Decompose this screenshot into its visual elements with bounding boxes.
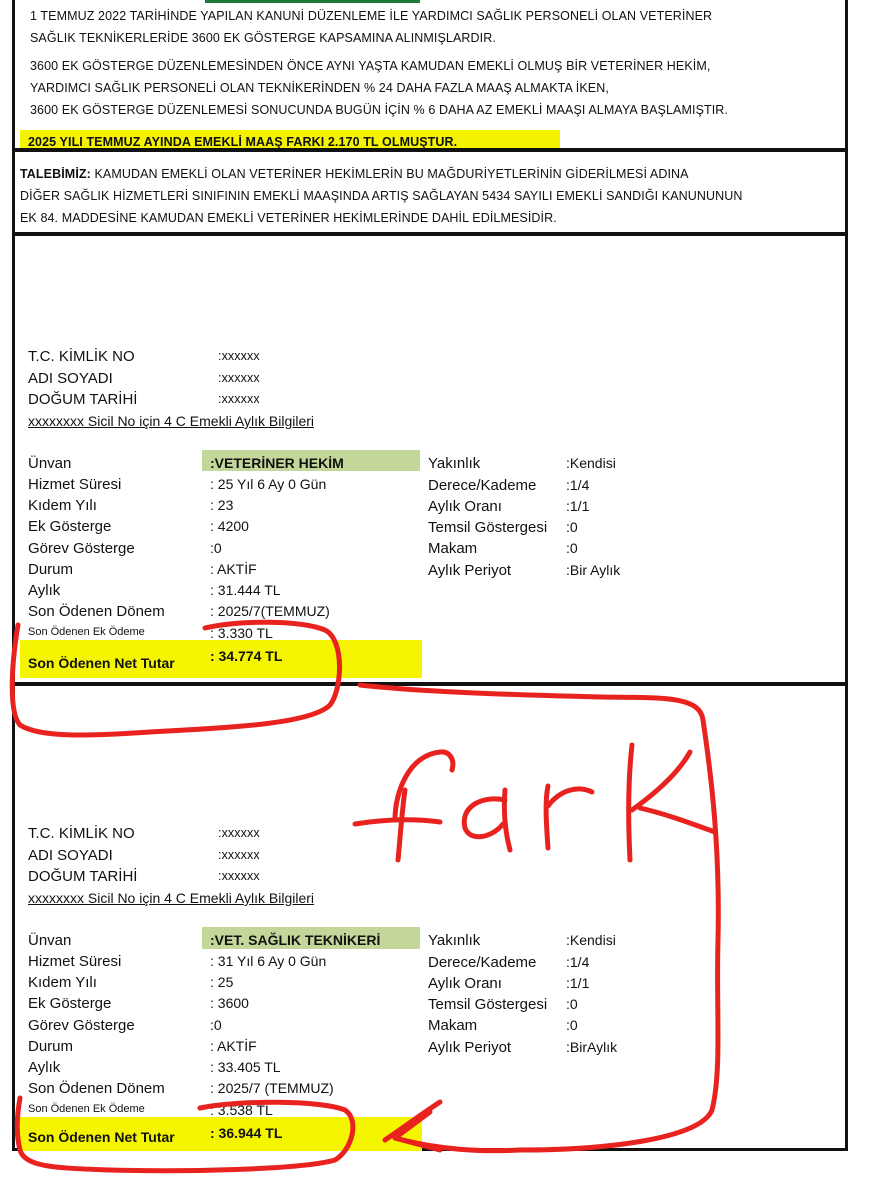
- field-label: Son Ödenen Dönem: [28, 603, 165, 620]
- field-label: Temsil Göstergesi: [428, 519, 548, 536]
- letter-r-stem: [546, 786, 548, 848]
- field-label: Makam: [428, 1017, 478, 1034]
- field-label: Aylık: [28, 1059, 61, 1076]
- field-value: : 3600: [210, 995, 249, 1011]
- field-label: Durum: [28, 1038, 74, 1055]
- name-label: ADI SOYADI: [28, 370, 113, 387]
- field-label: Aylık Periyot: [428, 1039, 512, 1056]
- field-label: Görev Gösterge: [28, 1017, 135, 1034]
- letter-k-arm: [632, 752, 690, 810]
- request-line: EK 84. MADDESİNE KAMUDAN EMEKLİ VETERİNER HEKİMLERİNDE DAHİL EDİLMESİDİR.: [20, 211, 557, 225]
- field-label: Ünvan: [28, 932, 72, 949]
- record-heading: xxxxxxxx Sicil No için 4 C Emekli Aylık Bilgileri: [28, 413, 315, 429]
- dob-value: :xxxxxx: [218, 392, 260, 406]
- field-value: :1/4: [566, 954, 590, 970]
- net-label: Son Ödenen Net Tutar: [28, 655, 175, 671]
- field-label: Aylık Oranı: [428, 498, 502, 515]
- field-value: :1/4: [566, 477, 590, 493]
- field-label: Makam: [428, 540, 478, 557]
- field-label: Aylık Periyot: [428, 562, 512, 579]
- field-label: Aylık Oranı: [428, 975, 502, 992]
- field-value: :0: [566, 540, 578, 556]
- field-label: Temsil Göstergesi: [428, 996, 548, 1013]
- field-label: Derece/Kademe: [428, 477, 537, 494]
- dob-label: DOĞUM TARİHİ: [28, 391, 138, 408]
- field-value: :0: [566, 996, 578, 1012]
- letter-f-bar: [355, 820, 440, 824]
- arrow-stroke: [385, 1102, 440, 1140]
- field-value: :0: [210, 1017, 222, 1033]
- info-line: 1 TEMMUZ 2022 TARİHİNDE YAPILAN KANUNİ DÜZENLEME İLE YARDIMCI SAĞLIK PERSONELİ OLAN VETERİNER: [30, 9, 713, 23]
- info-line: SAĞLIK TEKNİKERLERİDE 3600 EK GÖSTERGE KAPSAMINA ALINMIŞLARDIR.: [30, 31, 496, 45]
- info-line: 3600 EK GÖSTERGE DÜZENLEMESİNDEN ÖNCE AYNI YAŞTA KAMUDAN EMEKLİ OLMUŞ BİR VETERİNER HEKİM,: [30, 59, 711, 73]
- info-line: YARDIMCI SAĞLIK PERSONELİ OLAN TEKNİKERİNDEN % 24 DAHA FAZLA MAAŞ ALMAKTA İKEN,: [30, 81, 609, 95]
- highlight-text: 2025 YILI TEMMUZ AYINDA EMEKLİ MAAŞ FARKI 2.170 TL OLMUŞTUR.: [28, 135, 458, 148]
- dob-label: DOĞUM TARİHİ: [28, 868, 138, 885]
- field-value: : AKTİF: [210, 1038, 257, 1054]
- field-value: : 2025/7 (TEMMUZ): [210, 1080, 334, 1096]
- field-value: : 31 Yıl 6 Ay 0 Gün: [210, 953, 327, 969]
- name-value: :xxxxxx: [218, 371, 260, 385]
- connector-mark: [360, 685, 718, 1150]
- name-value: :xxxxxx: [218, 848, 260, 862]
- field-label: Kıdem Yılı: [28, 497, 97, 514]
- net-value: : 34.774 TL: [210, 648, 283, 664]
- letter-r-arm: [548, 789, 592, 806]
- field-value: :VETERİNER HEKİM: [210, 455, 344, 471]
- field-label: Kıdem Yılı: [28, 974, 97, 991]
- letter-k-leg: [640, 808, 715, 832]
- field-label: Aylık: [28, 582, 61, 599]
- net-value: : 36.944 TL: [210, 1125, 283, 1141]
- field-value: :Kendisi: [566, 932, 616, 948]
- letter-k-stem: [629, 745, 632, 860]
- tc-label: T.C. KİMLİK NO: [28, 348, 135, 365]
- field-label: Ünvan: [28, 455, 72, 472]
- field-value: :Kendisi: [566, 455, 616, 471]
- field-value: : 25: [210, 974, 234, 990]
- field-label: Yakınlık: [428, 455, 481, 472]
- tc-value: :xxxxxx: [218, 826, 260, 840]
- field-value: :1/1: [566, 975, 590, 991]
- circle-mark: [17, 1098, 353, 1171]
- field-label: Yakınlık: [428, 932, 481, 949]
- dob-value: :xxxxxx: [218, 869, 260, 883]
- field-value: :Bir Aylık: [566, 562, 621, 578]
- field-label: Son Ödenen Dönem: [28, 1080, 165, 1097]
- field-value: : 4200: [210, 518, 249, 534]
- field-value: : AKTİF: [210, 561, 257, 577]
- field-label: Ek Gösterge: [28, 518, 112, 535]
- field-value: : 31.444 TL: [210, 582, 281, 598]
- field-value: : 2025/7(TEMMUZ): [210, 603, 330, 619]
- field-label: Hizmet Süresi: [28, 953, 122, 970]
- record-heading: xxxxxxxx Sicil No için 4 C Emekli Aylık Bilgileri: [28, 890, 315, 906]
- field-value: :VET. SAĞLIK TEKNİKERİ: [210, 932, 381, 948]
- field-label: Hizmet Süresi: [28, 476, 122, 493]
- field-value: : 25 Yıl 6 Ay 0 Gün: [210, 476, 327, 492]
- field-label: Son Ödenen Ek Ödeme: [28, 1103, 145, 1115]
- field-value: : 3.538 TL: [210, 1102, 273, 1118]
- letter-a-bowl: [464, 799, 505, 837]
- field-label: Derece/Kademe: [428, 954, 537, 971]
- field-value: :0: [566, 1017, 578, 1033]
- tc-value: :xxxxxx: [218, 349, 260, 363]
- request-text: KAMUDAN EMEKLİ OLAN VETERİNER HEKİMLERİN BU MAĞDURİYETLERİNİN GİDERİLMESİ ADINA: [90, 167, 689, 181]
- name-label: ADI SOYADI: [28, 847, 113, 864]
- field-value: :0: [566, 519, 578, 535]
- field-label: Ek Gösterge: [28, 995, 112, 1012]
- field-value: :0: [210, 540, 222, 556]
- field-label: Son Ödenen Ek Ödeme: [28, 626, 145, 638]
- field-value: : 33.405 TL: [210, 1059, 281, 1075]
- field-value: : 3.330 TL: [210, 625, 273, 641]
- field-label: Görev Gösterge: [28, 540, 135, 557]
- field-value: :BirAylık: [566, 1039, 618, 1055]
- circle-mark: [12, 622, 339, 735]
- field-value: : 23: [210, 497, 234, 513]
- field-value: :1/1: [566, 498, 590, 514]
- request-line: DİĞER SAĞLIK HİZMETLERİ SINIFININ EMEKLİ MAAŞINDA ARTIŞ SAĞLAYAN 5434 SAYILI EMEKLİ SANDIĞI KANUNUNUN: [20, 189, 743, 203]
- net-label: Son Ödenen Net Tutar: [28, 1129, 175, 1145]
- tc-label: T.C. KİMLİK NO: [28, 825, 135, 842]
- field-label: Durum: [28, 561, 74, 578]
- info-line: 3600 EK GÖSTERGE DÜZENLEMESİ SONUCUNDA BUGÜN İÇİN % 6 DAHA AZ EMEKLİ MAAŞI ALMAYA BAŞLAMIŞTIR.: [30, 103, 729, 117]
- request-label: TALEBİMİZ:: [20, 167, 91, 181]
